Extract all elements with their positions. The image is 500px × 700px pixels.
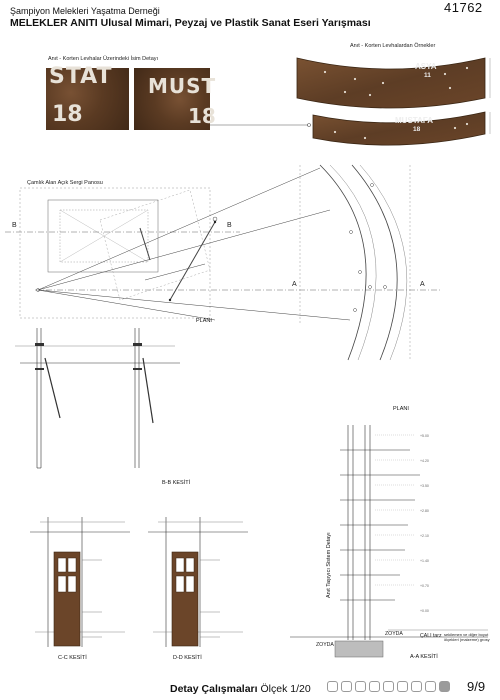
section-a-marker-left: A [292, 281, 297, 288]
plate-name-text: STAT [49, 64, 113, 89]
bb-section-drawing [15, 328, 195, 478]
competition-title: MELEKLER ANITI Ulusal Mimari, Peyzaj ve Plastik Sanat Eseri Yarışması [10, 17, 371, 29]
svg-text:+0.70: +0.70 [420, 584, 429, 588]
page-number: 9/9 [467, 679, 486, 694]
sheet-title-bold: Detay Çalışmaları [170, 683, 258, 695]
page-box [439, 681, 450, 692]
dd-section-drawing [148, 512, 258, 652]
corten-plate-1 [297, 58, 485, 108]
page-box [369, 681, 380, 692]
section-b-marker-left: B [12, 222, 17, 229]
concrete-foundation [335, 641, 383, 657]
svg-text:+0.00: +0.00 [420, 609, 429, 613]
system-detail-vertical-label: Anıt Taşıyıcı Sistem Detayı [326, 532, 332, 598]
svg-text:+2.10: +2.10 [420, 534, 429, 538]
aa-section-drawing [290, 415, 490, 665]
material-note: sekilemen ve diğer boyut ölçekleri (malzeme) grosy [444, 632, 490, 642]
page-box [383, 681, 394, 692]
plate-examples-caption: Anıt - Korten Levhalardan Örnekler [350, 43, 436, 49]
plate2-number: 18 [413, 126, 421, 133]
svg-text:+4.20: +4.20 [420, 459, 429, 463]
svg-text:+5.00: +5.00 [420, 434, 429, 438]
page-box [411, 681, 422, 692]
name-detail-caption: Anıt - Korten Levhalar Üzerindeki İsim Detayı [48, 56, 159, 62]
plate1-number: 11 [424, 72, 431, 79]
plate1-name: ASYA [415, 62, 437, 71]
svg-text:+2.80: +2.80 [420, 509, 429, 513]
zoyda-label-lower: ZOYDA [316, 642, 334, 648]
plate-name-text: MUST [148, 74, 217, 98]
plate-examples-drawing [205, 50, 495, 150]
plate-number-text: 18 [52, 102, 83, 127]
entry-code: 41762 [444, 0, 483, 15]
cc-section-drawing [30, 512, 140, 652]
aa-section-title: A-A KESİTİ [410, 654, 438, 660]
dd-section-title: D-D KESİTİ [173, 655, 202, 661]
exhibition-panel-caption: Çamlık Alan Açık Sergi Panosu [27, 180, 103, 186]
system-plan-title: PLANI [393, 406, 409, 412]
name-detail-photo-left [46, 64, 129, 130]
plate-number-text: 18 [188, 104, 216, 128]
page-box [341, 681, 352, 692]
svg-text:+1.40: +1.40 [420, 559, 429, 563]
organization-name: Şampiyon Melekleri Yaşatma Derneği [10, 6, 160, 16]
bb-section-title: B-B KESİTİ [162, 480, 191, 486]
plate2-name: MUSTAFA [395, 116, 434, 125]
svg-text:+3.50: +3.50 [420, 484, 429, 488]
page-box [355, 681, 366, 692]
sheet-scale: Ölçek 1/20 [257, 683, 311, 695]
page-box [425, 681, 436, 692]
cali-label: ÇALI tarz [420, 633, 442, 639]
section-a-marker-right: A [420, 281, 425, 288]
page-box [327, 681, 338, 692]
sheet-title [170, 683, 311, 695]
page-indicator [327, 681, 450, 692]
section-b-marker-right: B [227, 222, 232, 229]
plan-title: PLANI [196, 318, 212, 324]
name-detail-photo-right [134, 68, 217, 130]
zoyda-label-upper: ZOYDA [385, 631, 403, 637]
page-box [397, 681, 408, 692]
cc-section-title: C-C KESİTİ [58, 655, 87, 661]
